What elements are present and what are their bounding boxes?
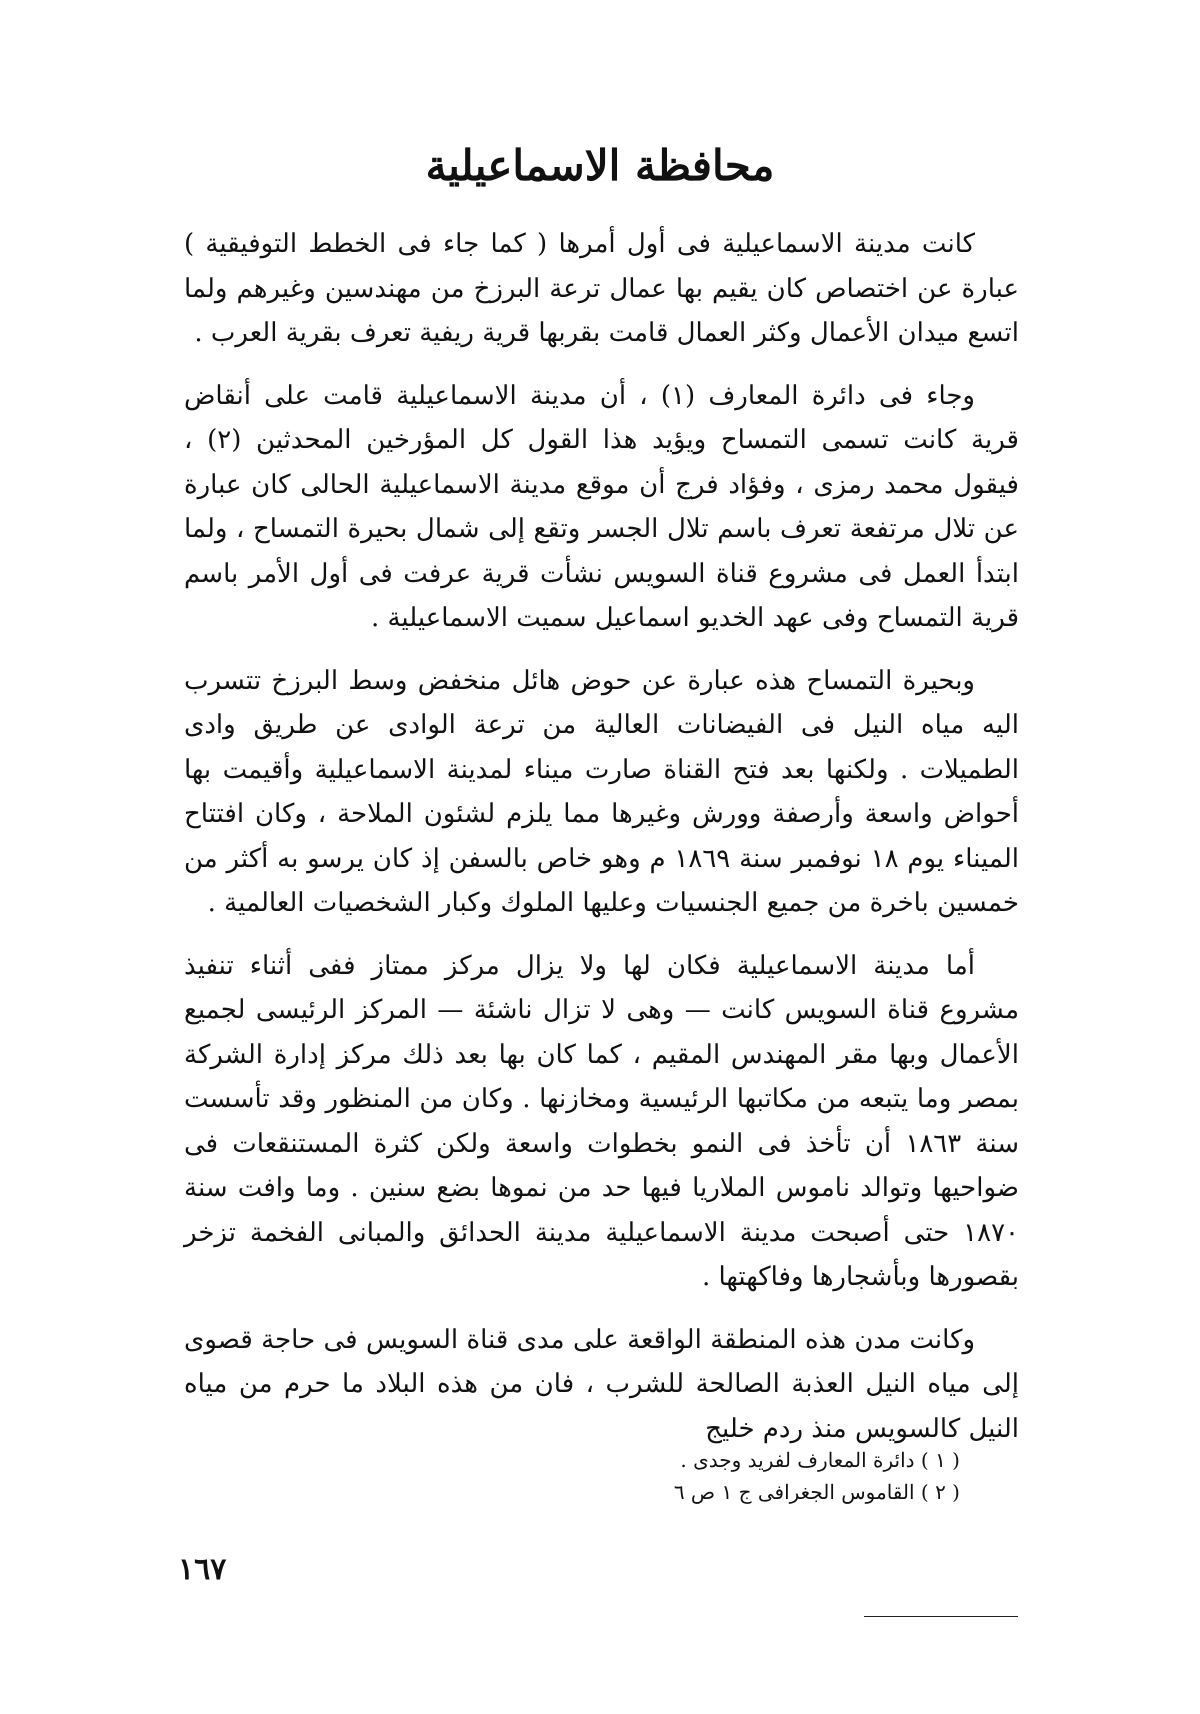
paragraph-1: كانت مدينة الاسماعيلية فى أول أمرها ( كما جاء فى الخطط التوفيقية ) عبارة عن اختصاص كان يقيم بها عمال ترعة البرزخ من مهندسين وغيرهم ولما اتسع ميدان الأعمال وكثر العمال قامت بقربها قرية ريفية تعرف بقرية العرب . [184, 229, 1019, 348]
footnote-1: ( ١ ) دائرة المعارف لفريد وجدى . [680, 1448, 960, 1472]
paragraph-5: وكانت مدن هذه المنطقة الواقعة على مدى قناة السويس فى حاجة قصوى إلى مياه النيل العذبة الصالحة للشرب ، فان من هذه البلاد ما حرم من مياه النيل كالسويس منذ ردم خليج [184, 1324, 1019, 1444]
footnote-divider [864, 1616, 1018, 1617]
paragraph-3: وبحيرة التمساح هذه عبارة عن حوض هائل منخفض وسط البرزخ تتسرب اليه مياه النيل فى الفيضانات العالية من ترعة الوادى عن طريق وادى الطميلات . ولكنها بعد فتح القناة صارت ميناء لمدينة الاسماعيلية وأقيمت بها أحواض واسعة وأرصفة وورش وغيرها مما يلزم لشئون الملاحة ، وكان افتتاح الميناء يوم ١٨ نوفمبر سنة ١٨٦٩ م وهو خاص بالسفن إذ كان يرسو به أكثر من خمسين باخرة من جميع الجنسيات وعليها الملوك وكبار الشخصيات العالمية . [184, 665, 1019, 918]
paragraph-2: وجاء فى دائرة المعارف (١) ، أن مدينة الاسماعيلية قامت على أنقاض قرية كانت تسمى التمساح ويؤيد هذا القول كل المؤرخين المحدثين (٢) ، فيقول محمد رمزى ، وفؤاد فرج أن موقع مدينة الاسماعيلية الحالى كان عبارة عن تلال مرتفعة تعرف باسم تلال الجسر وتقع إلى شمال بحيرة التمساح ، ولما ابتدأ العمل فى مشروع قناة السويس نشأت قرية عرفت فى أول الأمر باسم قرية التمساح وفى عهد الخديو اسماعيل سميت الاسماعيلية . [184, 380, 1019, 633]
page-number: ١٦٧ [178, 1552, 227, 1587]
page-title: محافظة الاسماعيلية [425, 141, 775, 190]
footnotes [460, 1444, 960, 1508]
paragraph-4: أما مدينة الاسماعيلية فكان لها ولا يزال مركز ممتاز ففى أثناء تنفيذ مشروع قناة السويس كانت — وهى لا تزال ناشئة — المركز الرئيسى لجميع الأعمال وبها مقر المهندس المقيم ، كما كان بها بعد ذلك مركز إدارة الشركة بمصر وما يتبعه من مكاتبها الرئيسية ومخازنها . وكان من المنظور وقد تأسست سنة ١٨٦٣ أن تأخذ فى النمو بخطوات واسعة ولكن كثرة المستنقعات فى ضواحيها وتوالد ناموس الملاريا فيها حد من نموها بضع سنين . وما وافت سنة ١٨٧٠ حتى أصبحت مدينة الاسماعيلية مدينة الحدائق والمبانى الفخمة تزخر بقصورها وبأشجارها وفاكهتها . [184, 950, 1019, 1292]
body-text [184, 222, 1019, 1451]
footnote-2: ( ٢ ) القاموس الجغرافى ج ١ ص ٦ [673, 1480, 960, 1504]
